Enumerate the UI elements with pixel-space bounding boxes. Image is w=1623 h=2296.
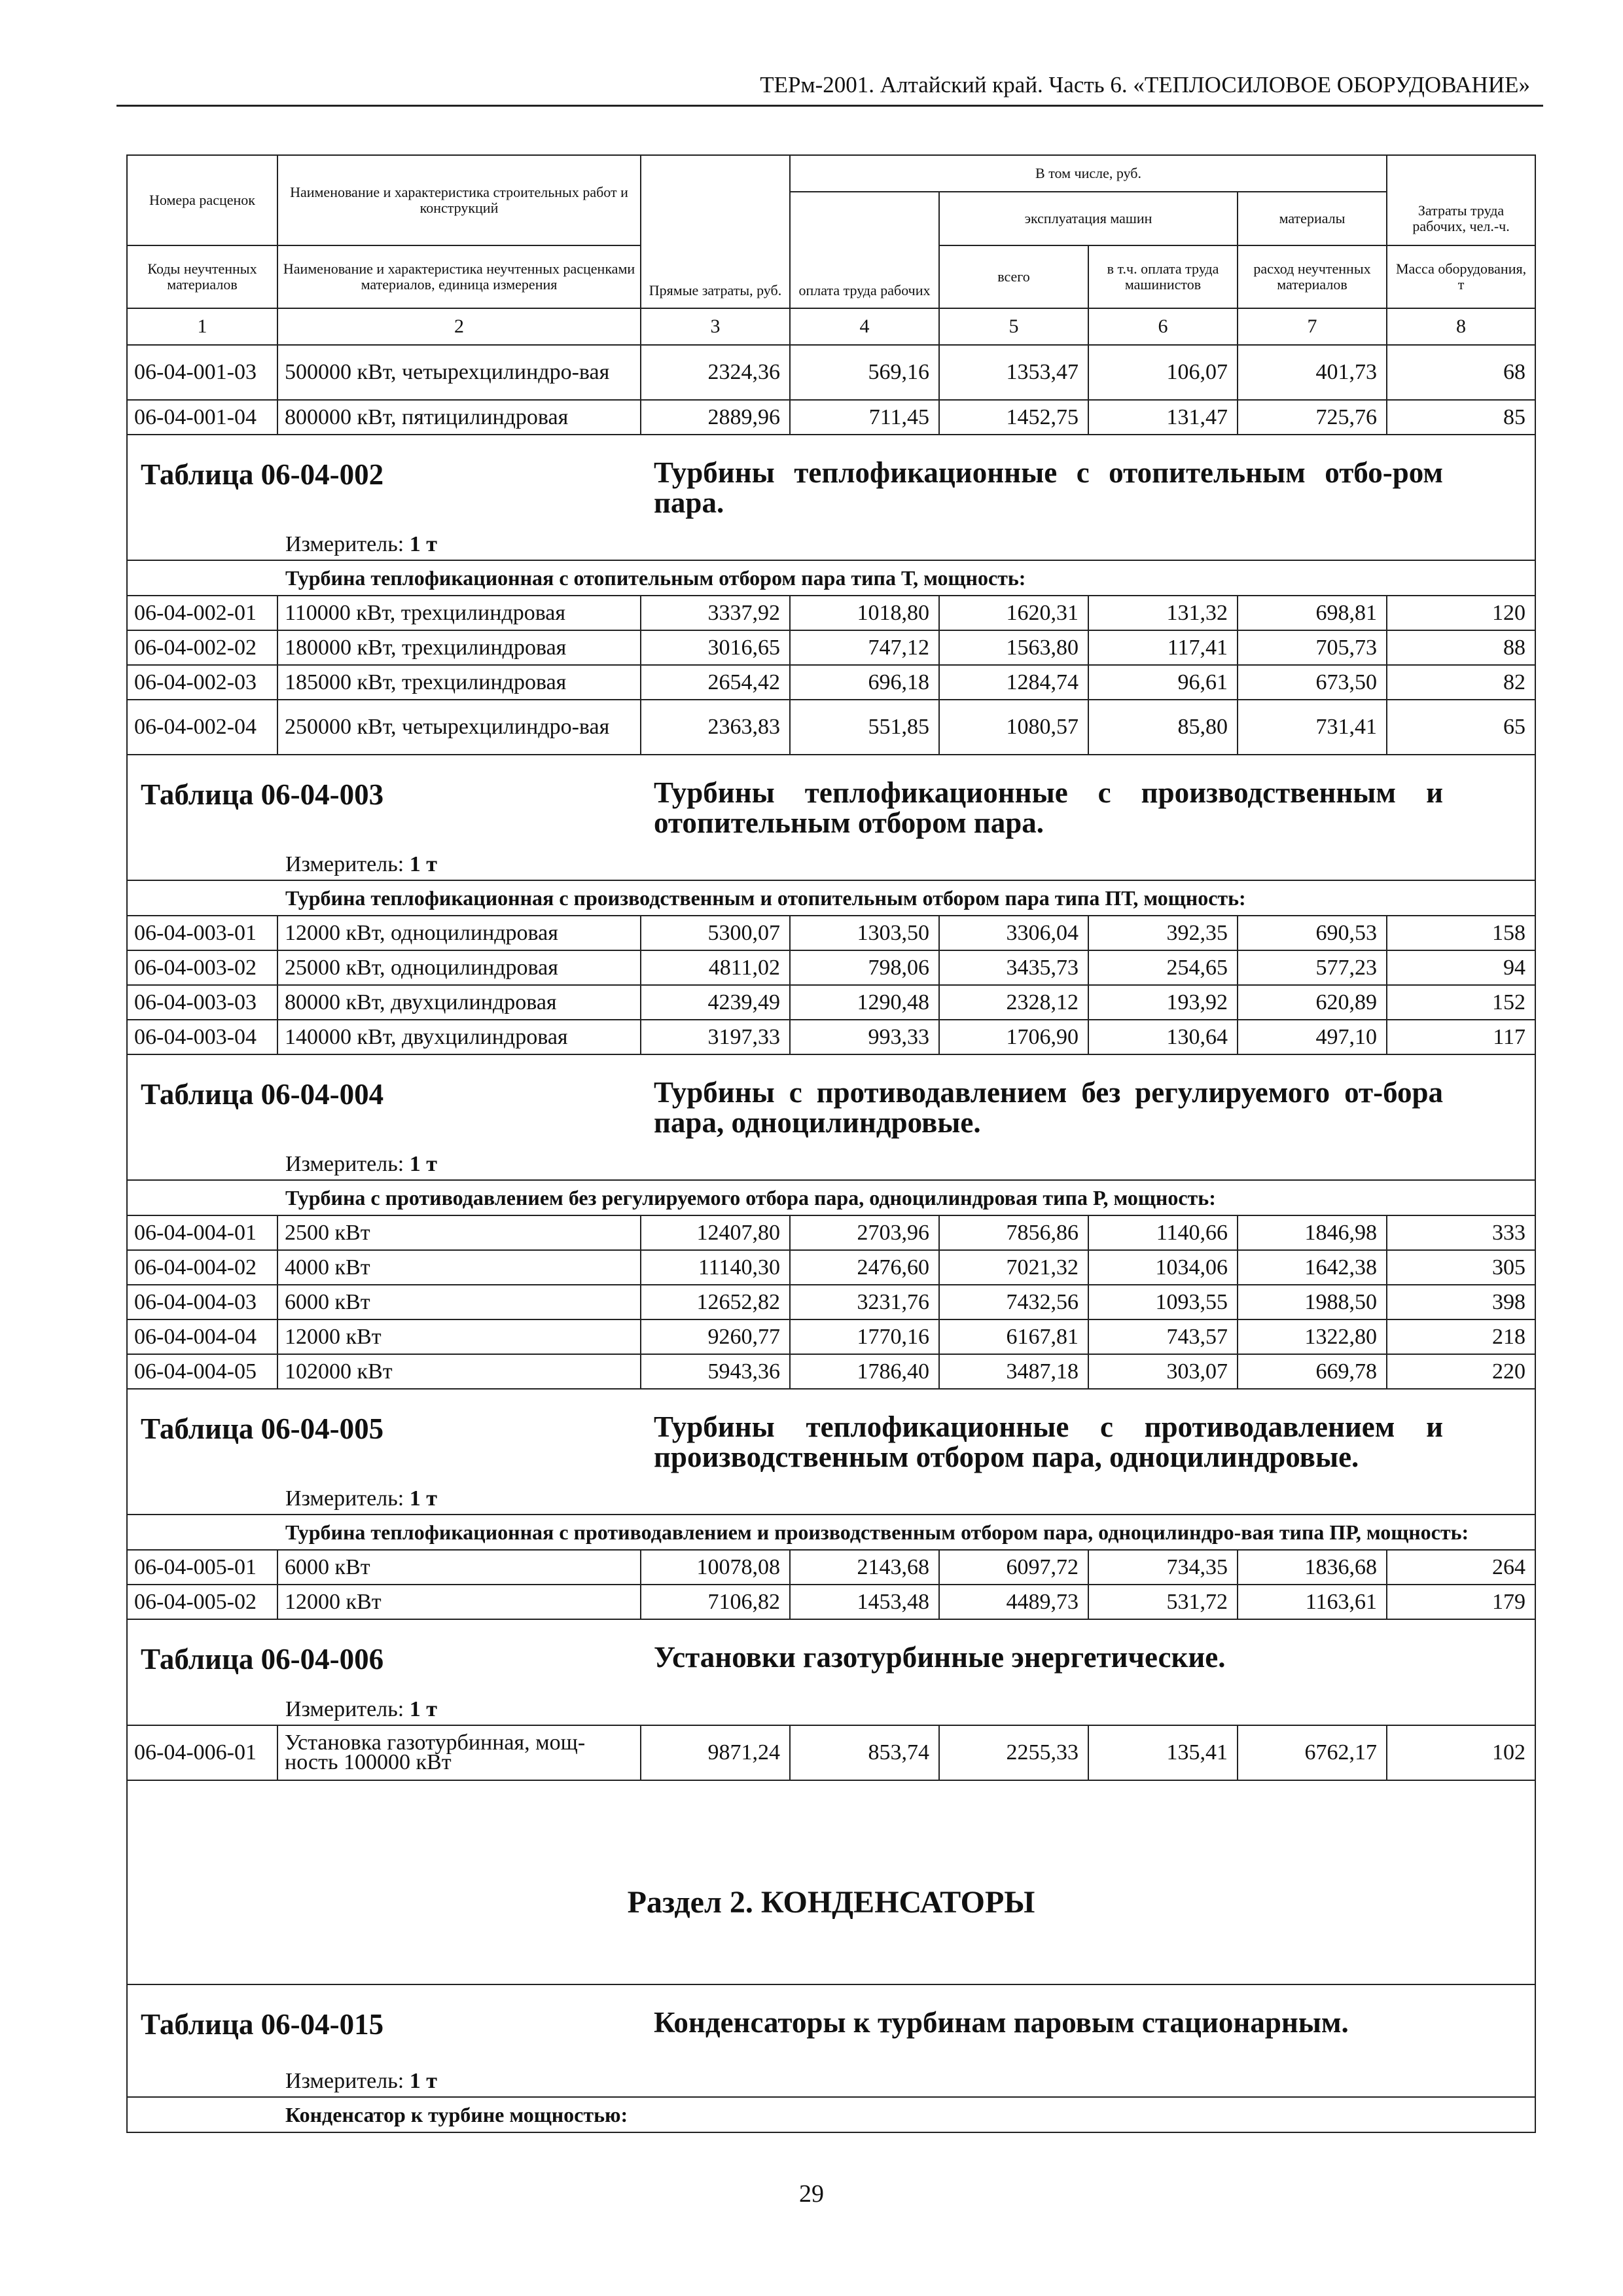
table-name: Турбины с противодавлением без регулируемого от-бора пара, одноцилиндровые. bbox=[654, 1076, 1444, 1139]
machinist-pay: 193,92 bbox=[1088, 985, 1238, 1020]
materials: 497,10 bbox=[1238, 1020, 1387, 1054]
measure-cell bbox=[277, 1149, 1535, 1180]
measure-row bbox=[127, 850, 1535, 880]
mass: 120 bbox=[1387, 596, 1535, 630]
measure-blank bbox=[127, 1484, 277, 1515]
table-title-cell bbox=[127, 435, 641, 529]
measure-row bbox=[127, 1149, 1535, 1180]
price-table bbox=[126, 154, 1536, 2133]
measure-cell bbox=[277, 1695, 1535, 1725]
materials: 577,23 bbox=[1238, 950, 1387, 985]
rate-name: 25000 кВт, одноцилиндровая bbox=[277, 950, 641, 985]
mass: 152 bbox=[1387, 985, 1535, 1020]
mass: 398 bbox=[1387, 1285, 1535, 1319]
machinist-pay: 254,65 bbox=[1088, 950, 1238, 985]
table-name-cell bbox=[641, 1389, 1535, 1484]
table-title-row bbox=[127, 755, 1535, 850]
measure-value: 1 т bbox=[409, 532, 437, 556]
table-title-cell bbox=[127, 1389, 641, 1484]
machinist-pay: 392,35 bbox=[1088, 916, 1238, 950]
rate-code: 06-04-003-04 bbox=[127, 1020, 277, 1054]
direct-cost: 2889,96 bbox=[641, 400, 790, 435]
header-row-1 bbox=[127, 155, 1535, 192]
col-num: 8 bbox=[1387, 308, 1535, 345]
direct-cost: 11140,30 bbox=[641, 1250, 790, 1285]
rate-code: 06-04-002-02 bbox=[127, 630, 277, 665]
subheading: Турбина с противодавлением без регулируемого отбора пара, одноцилиндровая типа Р, мощность: bbox=[277, 1180, 1535, 1215]
machines-total: 2328,12 bbox=[939, 985, 1088, 1020]
rate-code: 06-04-005-01 bbox=[127, 1550, 277, 1585]
rate-code: 06-04-004-01 bbox=[127, 1215, 277, 1250]
table-name: Турбины теплофикационные с производственным и отопительным отбором пара. bbox=[654, 776, 1444, 839]
machines-total: 1080,57 bbox=[939, 700, 1088, 755]
machinist-pay: 85,80 bbox=[1088, 700, 1238, 755]
table-title-cell bbox=[127, 1984, 641, 2066]
col-num: 6 bbox=[1088, 308, 1238, 345]
measure-label: Измеритель: bbox=[285, 2069, 404, 2093]
subheading-blank bbox=[127, 880, 277, 916]
mass: 333 bbox=[1387, 1215, 1535, 1250]
measure-value: 1 т bbox=[409, 2069, 437, 2093]
table-row bbox=[127, 345, 1535, 400]
subheading-blank bbox=[127, 2097, 277, 2132]
direct-cost: 4239,49 bbox=[641, 985, 790, 1020]
col-materials-unacc: расход неучтенных материалов bbox=[1238, 245, 1387, 308]
subheading-blank bbox=[127, 1180, 277, 1215]
mass: 117 bbox=[1387, 1020, 1535, 1054]
direct-cost: 9260,77 bbox=[641, 1319, 790, 1354]
rate-name: Установка газотурбинная, мощ-ность 100000 кВт bbox=[277, 1725, 641, 1780]
measure-value: 1 т bbox=[409, 852, 437, 876]
rate-code: 06-04-002-01 bbox=[127, 596, 277, 630]
mass: 94 bbox=[1387, 950, 1535, 985]
materials: 1322,80 bbox=[1238, 1319, 1387, 1354]
table-title-cell bbox=[127, 755, 641, 850]
subheading-row bbox=[127, 560, 1535, 596]
direct-cost: 2324,36 bbox=[641, 345, 790, 400]
direct-cost: 5300,07 bbox=[641, 916, 790, 950]
labor-pay: 551,85 bbox=[790, 700, 939, 755]
rate-name: 80000 кВт, двухцилиндровая bbox=[277, 985, 641, 1020]
col-num: 2 bbox=[277, 308, 641, 345]
subheading-blank bbox=[127, 1515, 277, 1550]
table-row bbox=[127, 1585, 1535, 1619]
rate-code: 06-04-004-03 bbox=[127, 1285, 277, 1319]
table-row bbox=[127, 1319, 1535, 1354]
measure-value: 1 т bbox=[409, 1152, 437, 1176]
rate-name: 180000 кВт, трехцилиндровая bbox=[277, 630, 641, 665]
labor-pay-label: оплата труда рабочих bbox=[798, 282, 931, 298]
col-mass: Масса оборудования, т bbox=[1387, 245, 1535, 308]
table-title-cell bbox=[127, 1054, 641, 1149]
table-name: Конденсаторы к турбинам паровым стационарным. bbox=[654, 2006, 1349, 2039]
direct-cost: 10078,08 bbox=[641, 1550, 790, 1585]
subheading: Турбина теплофикационная с противодавлением и производственным отбором пара, одноцилиндро-вая типа ПР, мощность: bbox=[277, 1515, 1535, 1550]
labor-pay: 696,18 bbox=[790, 665, 939, 700]
machinist-pay: 106,07 bbox=[1088, 345, 1238, 400]
machines-total: 1284,74 bbox=[939, 665, 1088, 700]
table-row bbox=[127, 630, 1535, 665]
direct-cost: 4811,02 bbox=[641, 950, 790, 985]
labor-pay: 1786,40 bbox=[790, 1354, 939, 1389]
direct-cost: 5943,36 bbox=[641, 1354, 790, 1389]
machines-total: 1353,47 bbox=[939, 345, 1088, 400]
direct-cost: 9871,24 bbox=[641, 1725, 790, 1780]
measure-row bbox=[127, 1484, 1535, 1515]
col-labor: Затраты труда рабочих, чел.-ч. bbox=[1387, 192, 1535, 245]
subheading-blank bbox=[127, 560, 277, 596]
rate-name: 12000 кВт bbox=[277, 1585, 641, 1619]
subheading-row bbox=[127, 1515, 1535, 1550]
mass: 85 bbox=[1387, 400, 1535, 435]
table-title: Таблица 06-04-006 bbox=[141, 1643, 384, 1676]
measure-value: 1 т bbox=[409, 1697, 437, 1721]
direct-cost: 2654,42 bbox=[641, 665, 790, 700]
measure-blank bbox=[127, 850, 277, 880]
labor-pay: 853,74 bbox=[790, 1725, 939, 1780]
rate-code: 06-04-004-05 bbox=[127, 1354, 277, 1389]
table-title: Таблица 06-04-005 bbox=[141, 1412, 384, 1445]
measure-label: Измеритель: bbox=[285, 532, 404, 556]
col-num: 3 bbox=[641, 308, 790, 345]
measure-row bbox=[127, 529, 1535, 560]
table-title: Таблица 06-04-004 bbox=[141, 1078, 384, 1111]
table-name: Турбины теплофикационные с противодавлением и производственным отбором пара, одноцилиндровые. bbox=[654, 1410, 1444, 1473]
machinist-pay: 1140,66 bbox=[1088, 1215, 1238, 1250]
table-title-row bbox=[127, 1054, 1535, 1149]
machinist-pay: 1093,55 bbox=[1088, 1285, 1238, 1319]
rate-code: 06-04-002-03 bbox=[127, 665, 277, 700]
table-row bbox=[127, 1354, 1535, 1389]
measure-label: Измеритель: bbox=[285, 1486, 404, 1511]
col-labor-pay bbox=[790, 192, 939, 308]
table-row bbox=[127, 1285, 1535, 1319]
labor-pay: 993,33 bbox=[790, 1020, 939, 1054]
measure-cell bbox=[277, 850, 1535, 880]
labor-pay: 569,16 bbox=[790, 345, 939, 400]
subheading: Конденсатор к турбине мощностью: bbox=[277, 2097, 1535, 2132]
table-row bbox=[127, 400, 1535, 435]
table-title-row bbox=[127, 1984, 1535, 2066]
machines-total: 3306,04 bbox=[939, 916, 1088, 950]
machinist-pay: 531,72 bbox=[1088, 1585, 1238, 1619]
rate-name: 140000 кВт, двухцилиндровая bbox=[277, 1020, 641, 1054]
rate-code: 06-04-001-03 bbox=[127, 345, 277, 400]
direct-cost: 3337,92 bbox=[641, 596, 790, 630]
machines-total: 6167,81 bbox=[939, 1319, 1088, 1354]
table-name: Установки газотурбинные энергетические. bbox=[654, 1641, 1226, 1674]
materials: 673,50 bbox=[1238, 665, 1387, 700]
mass: 179 bbox=[1387, 1585, 1535, 1619]
rate-name: 4000 кВт bbox=[277, 1250, 641, 1285]
materials: 401,73 bbox=[1238, 345, 1387, 400]
rate-code: 06-04-003-01 bbox=[127, 916, 277, 950]
col-materials: материалы bbox=[1238, 192, 1387, 245]
direct-cost: 2363,83 bbox=[641, 700, 790, 755]
mass: 65 bbox=[1387, 700, 1535, 755]
machines-total: 7432,56 bbox=[939, 1285, 1088, 1319]
col-num: 4 bbox=[790, 308, 939, 345]
machinist-pay: 131,47 bbox=[1088, 400, 1238, 435]
mass: 264 bbox=[1387, 1550, 1535, 1585]
measure-row bbox=[127, 2066, 1535, 2097]
materials: 731,41 bbox=[1238, 700, 1387, 755]
materials: 620,89 bbox=[1238, 985, 1387, 1020]
machines-total: 2255,33 bbox=[939, 1725, 1088, 1780]
table-name-cell bbox=[641, 435, 1535, 529]
col-total: всего bbox=[939, 245, 1088, 308]
machines-total: 1620,31 bbox=[939, 596, 1088, 630]
rate-name: 500000 кВт, четырехцилиндро-вая bbox=[277, 345, 641, 400]
col-code-bottom: Коды неучтенных материалов bbox=[127, 245, 277, 308]
table-name-cell bbox=[641, 1619, 1535, 1695]
subheading-row bbox=[127, 2097, 1535, 2132]
labor-pay: 747,12 bbox=[790, 630, 939, 665]
materials: 705,73 bbox=[1238, 630, 1387, 665]
machines-total: 1452,75 bbox=[939, 400, 1088, 435]
table-row bbox=[127, 985, 1535, 1020]
table-name-cell bbox=[641, 1054, 1535, 1149]
machinist-pay: 117,41 bbox=[1088, 630, 1238, 665]
labor-pay: 1453,48 bbox=[790, 1585, 939, 1619]
mass: 102 bbox=[1387, 1725, 1535, 1780]
rate-code: 06-04-003-03 bbox=[127, 985, 277, 1020]
labor-pay: 1770,16 bbox=[790, 1319, 939, 1354]
materials: 1836,68 bbox=[1238, 1550, 1387, 1585]
materials: 1163,61 bbox=[1238, 1585, 1387, 1619]
measure-label: Измеритель: bbox=[285, 1152, 404, 1176]
labor-pay: 711,45 bbox=[790, 400, 939, 435]
table-row bbox=[127, 596, 1535, 630]
table-row bbox=[127, 950, 1535, 985]
table-name: Турбины теплофикационные с отопительным отбо-ром пара. bbox=[654, 456, 1444, 519]
mass: 305 bbox=[1387, 1250, 1535, 1285]
materials: 698,81 bbox=[1238, 596, 1387, 630]
labor-pay: 2143,68 bbox=[790, 1550, 939, 1585]
col-num: 1 bbox=[127, 308, 277, 345]
measure-cell bbox=[277, 1484, 1535, 1515]
measure-blank bbox=[127, 529, 277, 560]
machines-total: 7021,32 bbox=[939, 1250, 1088, 1285]
machinist-pay: 1034,06 bbox=[1088, 1250, 1238, 1285]
machinist-pay: 743,57 bbox=[1088, 1319, 1238, 1354]
machines-total: 6097,72 bbox=[939, 1550, 1088, 1585]
machines-total: 7856,86 bbox=[939, 1215, 1088, 1250]
measure-blank bbox=[127, 1149, 277, 1180]
machinist-pay: 734,35 bbox=[1088, 1550, 1238, 1585]
subheading-row bbox=[127, 1180, 1535, 1215]
rate-name: 185000 кВт, трехцилиндровая bbox=[277, 665, 641, 700]
table-row bbox=[127, 700, 1535, 755]
col-machinist-pay: в т.ч. оплата труда машинистов bbox=[1088, 245, 1238, 308]
direct-cost: 12652,82 bbox=[641, 1285, 790, 1319]
col-labor-blank bbox=[1387, 155, 1535, 192]
measure-label: Измеритель: bbox=[285, 1697, 404, 1721]
rate-code: 06-04-006-01 bbox=[127, 1725, 277, 1780]
col-direct: Прямые затраты, руб. bbox=[641, 155, 790, 308]
table-row bbox=[127, 1550, 1535, 1585]
col-machines: эксплуатация машин bbox=[939, 192, 1238, 245]
labor-pay: 1303,50 bbox=[790, 916, 939, 950]
machinist-pay: 96,61 bbox=[1088, 665, 1238, 700]
mass: 82 bbox=[1387, 665, 1535, 700]
table-row bbox=[127, 1215, 1535, 1250]
table-row bbox=[127, 1250, 1535, 1285]
table-title-row bbox=[127, 1619, 1535, 1695]
section-row bbox=[127, 1780, 1535, 1984]
subheading-row bbox=[127, 880, 1535, 916]
rate-name: 2500 кВт bbox=[277, 1215, 641, 1250]
direct-cost: 3197,33 bbox=[641, 1020, 790, 1054]
table-title-cell bbox=[127, 1619, 641, 1695]
mass: 88 bbox=[1387, 630, 1535, 665]
materials: 1642,38 bbox=[1238, 1250, 1387, 1285]
column-numbers-row bbox=[127, 308, 1535, 345]
table-title: Таблица 06-04-003 bbox=[141, 778, 384, 811]
subheading: Турбина теплофикационная с производственным и отопительным отбором пара типа ПТ, мощность: bbox=[277, 880, 1535, 916]
measure-cell bbox=[277, 529, 1535, 560]
direct-cost: 3016,65 bbox=[641, 630, 790, 665]
page-header bbox=[116, 68, 1543, 107]
measure-blank bbox=[127, 2066, 277, 2097]
rate-name: 800000 кВт, пятицилиндровая bbox=[277, 400, 641, 435]
rate-code: 06-04-003-02 bbox=[127, 950, 277, 985]
table-title: Таблица 06-04-015 bbox=[141, 2008, 384, 2041]
rate-code: 06-04-001-04 bbox=[127, 400, 277, 435]
machines-total: 3487,18 bbox=[939, 1354, 1088, 1389]
materials: 6762,17 bbox=[1238, 1725, 1387, 1780]
col-name-bottom: Наименование и характеристика неучтенных расценками материалов, единица измерения bbox=[277, 245, 641, 308]
col-name-top: Наименование и характеристика строительных работ и конструкций bbox=[277, 155, 641, 245]
table-title-row bbox=[127, 435, 1535, 529]
labor-pay: 1018,80 bbox=[790, 596, 939, 630]
rate-code: 06-04-004-02 bbox=[127, 1250, 277, 1285]
direct-cost: 12407,80 bbox=[641, 1215, 790, 1250]
col-num: 5 bbox=[939, 308, 1088, 345]
measure-blank bbox=[127, 1695, 277, 1725]
measure-cell bbox=[277, 2066, 1535, 2097]
materials: 725,76 bbox=[1238, 400, 1387, 435]
subheading: Турбина теплофикационная с отопительным отбором пара типа Т, мощность: bbox=[277, 560, 1535, 596]
materials: 1988,50 bbox=[1238, 1285, 1387, 1319]
table-row bbox=[127, 916, 1535, 950]
mass: 218 bbox=[1387, 1319, 1535, 1354]
labor-pay: 1290,48 bbox=[790, 985, 939, 1020]
measure-row bbox=[127, 1695, 1535, 1725]
machinist-pay: 303,07 bbox=[1088, 1354, 1238, 1389]
machines-total: 3435,73 bbox=[939, 950, 1088, 985]
rate-name: 12000 кВт, одноцилиндровая bbox=[277, 916, 641, 950]
header-title: ТЕРм-2001. Алтайский край. Часть 6. «ТЕПЛОСИЛОВОЕ ОБОРУДОВАНИЕ» bbox=[760, 72, 1530, 98]
labor-pay: 2703,96 bbox=[790, 1215, 939, 1250]
machines-total: 1563,80 bbox=[939, 630, 1088, 665]
rate-name: 6000 кВт bbox=[277, 1550, 641, 1585]
table-row bbox=[127, 1020, 1535, 1054]
rate-name: 12000 кВт bbox=[277, 1319, 641, 1354]
materials: 1846,98 bbox=[1238, 1215, 1387, 1250]
mass: 158 bbox=[1387, 916, 1535, 950]
rate-code: 06-04-002-04 bbox=[127, 700, 277, 755]
labor-pay: 798,06 bbox=[790, 950, 939, 985]
machinist-pay: 130,64 bbox=[1088, 1020, 1238, 1054]
col-num: 7 bbox=[1238, 308, 1387, 345]
rate-name: 110000 кВт, трехцилиндровая bbox=[277, 596, 641, 630]
machines-total: 4489,73 bbox=[939, 1585, 1088, 1619]
measure-label: Измеритель: bbox=[285, 852, 404, 876]
table-name-cell bbox=[641, 755, 1535, 850]
machines-total: 1706,90 bbox=[939, 1020, 1088, 1054]
mass: 220 bbox=[1387, 1354, 1535, 1389]
table-row bbox=[127, 665, 1535, 700]
section-title: Раздел 2. КОНДЕНСАТОРЫ bbox=[127, 1780, 1535, 1984]
table-title-row bbox=[127, 1389, 1535, 1484]
labor-pay: 3231,76 bbox=[790, 1285, 939, 1319]
table-name-cell bbox=[641, 1984, 1535, 2066]
rate-name: 6000 кВт bbox=[277, 1285, 641, 1319]
table-title: Таблица 06-04-002 bbox=[141, 458, 384, 491]
rate-code: 06-04-004-04 bbox=[127, 1319, 277, 1354]
page-number: 29 bbox=[799, 2180, 824, 2208]
rate-name: 250000 кВт, четырехцилиндро-вая bbox=[277, 700, 641, 755]
rate-name: 102000 кВт bbox=[277, 1354, 641, 1389]
rate-code: 06-04-005-02 bbox=[127, 1585, 277, 1619]
materials: 669,78 bbox=[1238, 1354, 1387, 1389]
direct-cost: 7106,82 bbox=[641, 1585, 790, 1619]
mass: 68 bbox=[1387, 345, 1535, 400]
machinist-pay: 135,41 bbox=[1088, 1725, 1238, 1780]
measure-value: 1 т bbox=[409, 1486, 437, 1511]
col-code-top: Номера расценок bbox=[127, 155, 277, 245]
materials: 690,53 bbox=[1238, 916, 1387, 950]
table-row bbox=[127, 1725, 1535, 1780]
col-incl: В том числе, руб. bbox=[790, 155, 1387, 192]
labor-pay: 2476,60 bbox=[790, 1250, 939, 1285]
machinist-pay: 131,32 bbox=[1088, 596, 1238, 630]
